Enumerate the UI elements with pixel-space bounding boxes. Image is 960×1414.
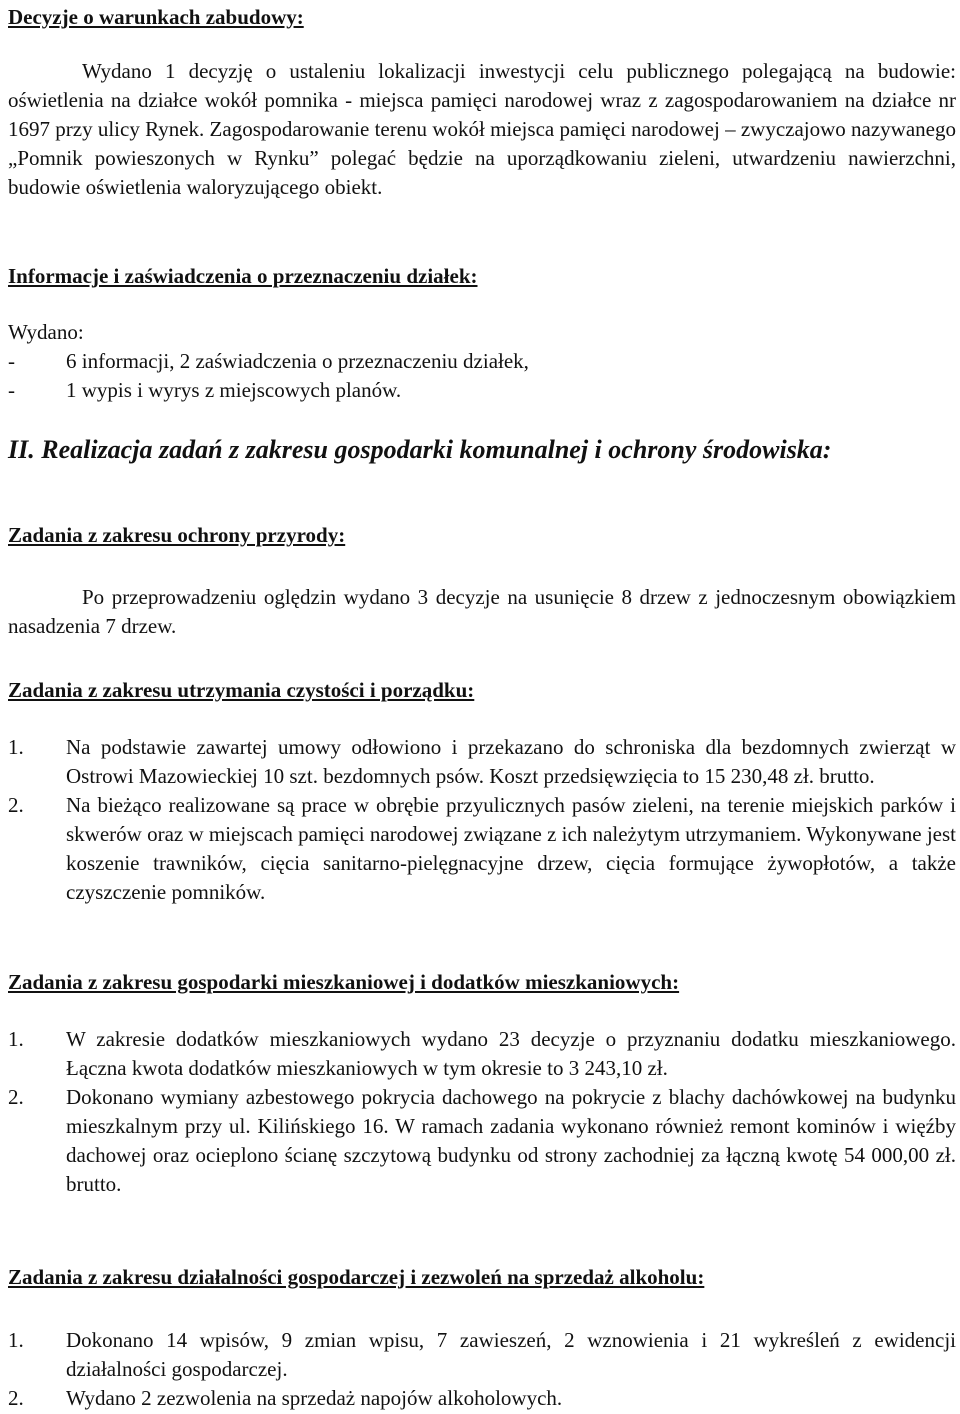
list-item-text: Dokonano wymiany azbestowego pokrycia dachowego na pokrycie z blachy dachówkowej na budynku mieszkalnym przy ul. Kilińskiego 16. W ramach zadania wykonano również remont kominów i więźby dachowej oraz ocieplono ścianę szczytową budynku od strony zachodniej za łączną kwotę 54 000,00 zł. brutto. (66, 1085, 956, 1196)
list-marker: 2. (8, 1386, 24, 1410)
list-marker: 1. (8, 1328, 24, 1352)
list-marker: - (8, 378, 15, 402)
heading-informacje: Informacje i zaświadczenia o przeznaczeniu działek: (8, 264, 478, 288)
list-item-text: Wydano 2 zezwolenia na sprzedaż napojów alkoholowych. (66, 1386, 563, 1410)
list-marker: - (8, 349, 15, 373)
list-item (8, 1384, 956, 1413)
section-ii-title: II. Realizacja zadań z zakresu gospodarki komunalnej i ochrony środowiska: (8, 435, 832, 464)
heading-przyroda: Zadania z zakresu ochrony przyrody: (8, 523, 346, 547)
list-item (8, 376, 956, 405)
heading-mieszkaniowa: Zadania z zakresu gospodarki mieszkaniowej i dodatków mieszkaniowych: (8, 970, 680, 994)
list-item (8, 733, 956, 791)
czystosc-list (8, 733, 956, 907)
heading-decyzje: Decyzje o warunkach zabudowy: (8, 5, 304, 29)
list-item (8, 1326, 956, 1384)
list-item-text: 6 informacji, 2 zaświadczenia o przeznaczeniu działek, (66, 349, 529, 373)
list-item (8, 791, 956, 907)
list-item-text: Dokonano 14 wpisów, 9 zmian wpisu, 7 zawieszeń, 2 wznowienia i 21 wykreśleń z ewidencji działalności gospodarczej. (66, 1328, 956, 1381)
list-item (8, 1025, 956, 1083)
paragraph-decyzje: Wydano 1 decyzję o ustaleniu lokalizacji inwestycji celu publicznego polegającą na budowie: oświetlenia na działce wokół pomnika - miejsca pamięci narodowej wraz z zagospodarowaniem na działce nr 1697 przy ulicy Rynek. Zagospodarowanie terenu wokół miejsca pamięci narodowej – zwyczajowo nazywanego „Pomnik powieszonych w Rynku” polegać będzie na uporządkowaniu zieleni, utwardzeniu nawierzchni, budowie oświetlenia waloryzującego obiekt. (8, 59, 956, 199)
heading-gospodarcza: Zadania z zakresu działalności gospodarczej i zezwoleń na sprzedaż alkoholu: (8, 1265, 705, 1289)
list-marker: 1. (8, 1027, 24, 1051)
gospodarcza-list (8, 1326, 956, 1413)
heading-czystosc: Zadania z zakresu utrzymania czystości i porządku: (8, 678, 475, 702)
list-marker: 1. (8, 735, 24, 759)
list-item-text: 1 wypis i wyrys z miejscowych planów. (66, 378, 402, 402)
list-marker: 2. (8, 1085, 24, 1109)
list-item (8, 347, 956, 376)
list-item-text: Na podstawie zawartej umowy odłowiono i przekazano do schroniska dla bezdomnych zwierząt w Ostrowi Mazowieckiej 10 szt. bezdomnych psów. Koszt przedsięwzięcia to 15 230,48 zł. brutto. (66, 735, 956, 788)
list-item-text: Na bieżąco realizowane są prace w obrębie przyulicznych pasów zieleni, na terenie miejskich parków i skwerów oraz w miejscach pamięci narodowej związane z ich należytym utrzymaniem. Wykonywane jest koszenie trawników, cięcia sanitarno-pielęgnacyjne drzew, cięcia formujące żywopłotów, a także czyszczenie pomników. (66, 793, 956, 904)
informacje-list (8, 318, 956, 405)
informacje-intro: Wydano: (8, 320, 84, 344)
paragraph-przyroda: Po przeprowadzeniu oględzin wydano 3 decyzje na usunięcie 8 drzew z jednoczesnym obowiązkiem nasadzenia 7 drzew. (8, 585, 956, 638)
list-marker: 2. (8, 793, 24, 817)
list-item (8, 1083, 956, 1199)
mieszkaniowa-list (8, 1025, 956, 1199)
list-item-text: W zakresie dodatków mieszkaniowych wydano 23 decyzje o przyznaniu dodatku mieszkaniowego. Łączna kwota dodatków mieszkaniowych w tym okresie to 3 243,10 zł. (66, 1027, 956, 1080)
